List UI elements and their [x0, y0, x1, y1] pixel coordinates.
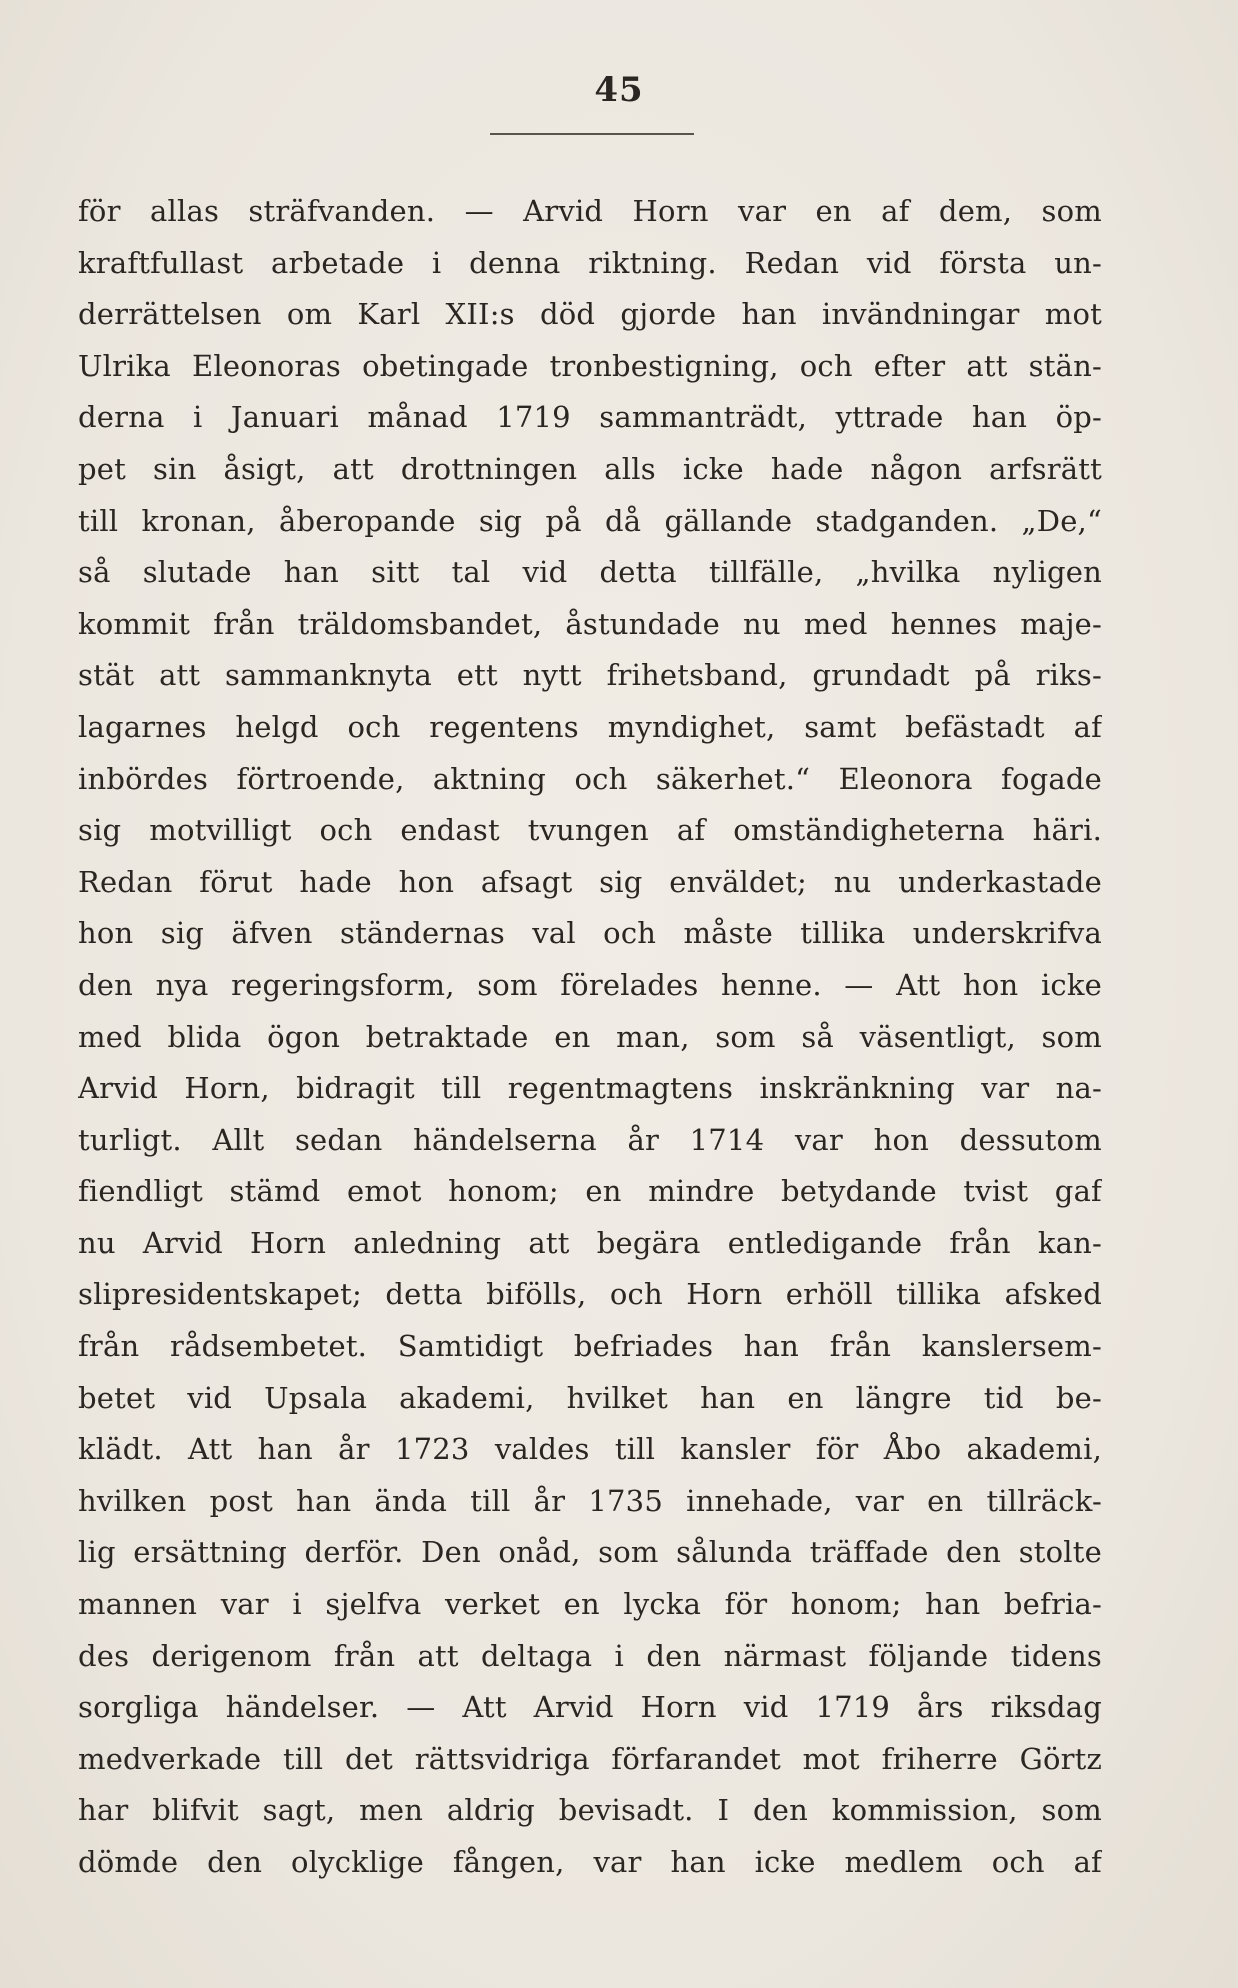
text-line: mannen var i sjelfva verket en lycka för honom; han befria- [78, 1587, 1102, 1622]
text-line: nu Arvid Horn anledning att begära entledigande från kan- [78, 1225, 1102, 1260]
text-line: sorgliga händelser. — Att Arvid Horn vid 1719 års riksdag [78, 1690, 1102, 1725]
text-line: derrättelsen om Karl XII:s död gjorde han invändningar mot [78, 297, 1102, 332]
text-line: med blida ögon betraktade en man, som så väsentligt, som [78, 1019, 1102, 1054]
text-line: stät att sammanknyta ett nytt frihetsband, grundadt på riks- [78, 658, 1102, 693]
text-line: Ulrika Eleonoras obetingade tronbestigning, och efter att stän- [78, 348, 1102, 383]
text-line: derna i Januari månad 1719 sammanträdt, yttrade han öp- [78, 400, 1102, 435]
text-line: turligt. Allt sedan händelserna år 1714 var hon dessutom [78, 1122, 1102, 1157]
text-line: kommit från träldomsbandet, åstundade nu med hennes maje- [78, 606, 1102, 641]
page-number: 45 [594, 70, 644, 110]
text-line: så slutade han sitt tal vid detta tillfälle, „hvilka nyligen [78, 555, 1102, 590]
text-line: des derigenom från att deltaga i den närmast följande tidens [78, 1638, 1102, 1673]
text-line: medverkade till det rättsvidriga förfarandet mot friherre Görtz [78, 1741, 1102, 1776]
body-text [78, 186, 1102, 1889]
text-line: sig motvilligt och endast tvungen af omständigheterna häri. [78, 813, 1102, 848]
text-line: lagarnes helgd och regentens myndighet, samt befästadt af [78, 709, 1102, 744]
text-line: lig ersättning derför. Den onåd, som sålunda träffade den stolte [78, 1535, 1102, 1570]
text-line: klädt. Att han år 1723 valdes till kansler för Åbo akademi, [78, 1432, 1102, 1467]
text-line: Redan förut hade hon afsagt sig enväldet; nu underkastade [78, 864, 1102, 899]
text-line: fiendligt stämd emot honom; en mindre betydande tvist gaf [78, 1174, 1102, 1209]
text-line: betet vid Upsala akademi, hvilket han en längre tid be- [78, 1380, 1102, 1415]
text-line: har blifvit sagt, men aldrig bevisadt. I den kommission, som [78, 1793, 1102, 1828]
text-line: från rådsembetet. Samtidigt befriades han från kanslersem- [78, 1329, 1102, 1364]
text-line: dömde den olycklige fången, var han icke medlem och af [78, 1845, 1102, 1879]
text-line: Arvid Horn, bidragit till regentmagtens inskränkning var na- [78, 1071, 1102, 1106]
text-line: hvilken post han ända till år 1735 innehade, var en tillräck- [78, 1483, 1102, 1518]
text-line: slipresidentskapet; detta bifölls, och Horn erhöll tillika afsked [78, 1277, 1102, 1312]
text-line: till kronan, åberopande sig på då gällande stadganden. „De,“ [78, 503, 1102, 538]
text-line: pet sin åsigt, att drottningen alls icke hade någon arfsrätt [78, 451, 1102, 486]
text-line: den nya regeringsform, som förelades henne. — Att hon icke [78, 967, 1102, 1002]
text-line: inbördes förtroende, aktning och säkerhet.“ Eleonora fogade [78, 761, 1102, 796]
text-line: hon sig äfven ständernas val och måste tillika underskrifva [78, 916, 1102, 951]
text-line: kraftfullast arbetade i denna riktning. Redan vid första un- [78, 245, 1102, 280]
header-rule [490, 133, 694, 135]
text-line: för allas sträfvanden. — Arvid Horn var en af dem, som [78, 194, 1102, 228]
